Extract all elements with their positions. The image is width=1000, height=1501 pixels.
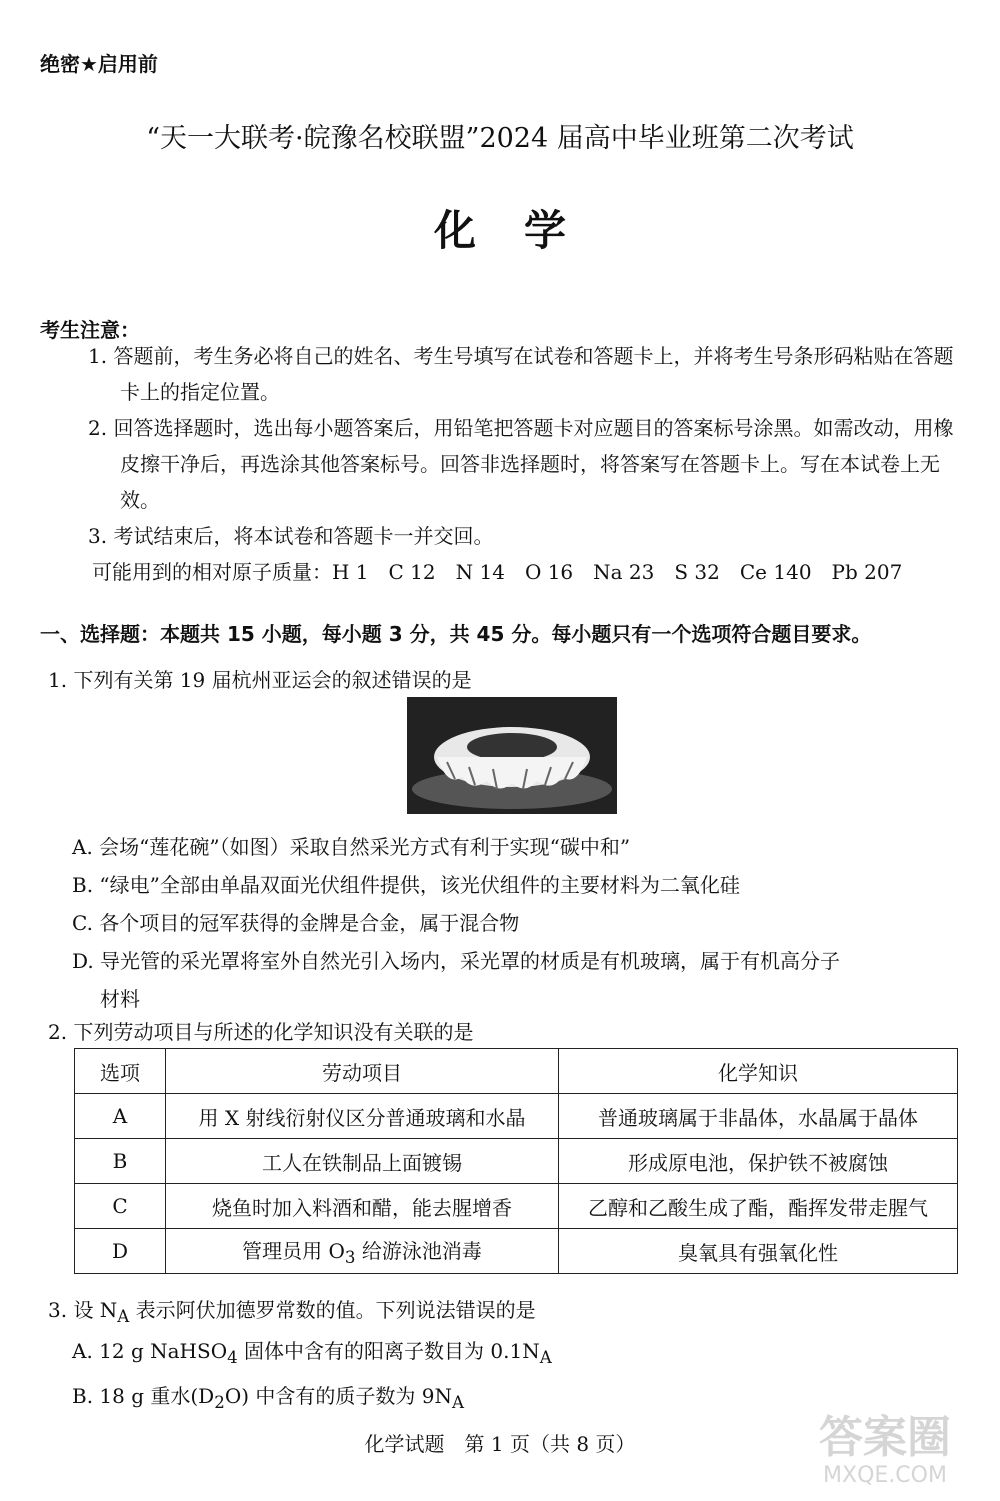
option-text: 固体中含有的阳离子数目为 0.1N [237,1339,540,1363]
table-row [75,1184,958,1229]
table-header-row [75,1049,958,1094]
table-cell: 烧鱼时加入料酒和醋，能去腥增香 [166,1184,559,1229]
table-header: 劳动项目 [166,1049,559,1094]
question-1-stem: 1. 下列有关第 19 届杭州亚运会的叙述错误的是 [48,668,472,692]
watermark-logo [790,1413,980,1493]
table-cell: 臭氧具有强氧化性 [559,1229,958,1274]
option-text: O) 中含有的质子数为 9N [224,1384,452,1408]
table-cell: B [75,1139,166,1184]
option-d-continued: 材料 [100,987,140,1011]
table-cell: 形成原电池，保护铁不被腐蚀 [559,1139,958,1184]
table-cell: 用 X 射线衍射仪区分普通玻璃和水晶 [166,1094,559,1139]
ozone-text-rest: 给游泳池消毒 [355,1239,482,1263]
subscript: A [451,1393,464,1412]
table-header: 选项 [75,1049,166,1094]
option-d: D. 导光管的采光罩将室外自然光引入场内，采光罩的材质是有机玻璃，属于有机高分子 [72,949,841,973]
notice-item: 2. 回答选择题时，选出每小题答案后，用铅笔把答题卡对应题目的答案标号涂黑。如需改动，用橡皮擦干净后，再选涂其他答案标号。回答非选择题时，将答案写在答题卡上。写在本试卷上无效。 [88,416,954,512]
question-1-options [72,828,962,1018]
table-row [75,1229,958,1274]
table-cell [166,1229,559,1274]
subscript: 3 [344,1248,356,1267]
atomic-masses: 可能用到的相对原子质量：H 1 C 12 N 14 O 16 Na 23 S 32 Ce 140 Pb 207 [92,560,903,584]
subscript: A [539,1348,552,1367]
lotus-stadium-illustration [407,697,617,814]
table-cell: 工人在铁制品上面镀锡 [166,1139,559,1184]
subscript: A [117,1307,130,1326]
ozone-text: 管理员用 O [242,1239,345,1263]
question-3-stem [48,1294,536,1326]
section-heading: 一、选择题：本题共 15 小题，每小题 3 分，共 45 分。每小题只有一个选项符合题目要求。 [40,622,872,646]
q3-stem-text-rest: 表示阿伏加德罗常数的值。下列说法错误的是 [129,1298,536,1322]
table-cell: D [75,1229,166,1274]
notice-heading: 考生注意： [40,318,140,342]
page-footer: 化学试题 第 1 页（共 8 页） [364,1432,636,1456]
option-c: C. 各个项目的冠军获得的金牌是合金，属于混合物 [72,911,520,935]
subject-title: 化学 [433,206,614,255]
watermark-url: MXQE.COM [823,1463,947,1488]
subscript: 4 [227,1348,238,1367]
table-cell: A [75,1094,166,1139]
secret-mark: 绝密★启用前 [40,52,158,76]
option-a [72,1332,962,1377]
table-cell: C [75,1184,166,1229]
notice-item: 1. 答题前，考生务必将自己的姓名、考生号填写在试卷和答题卡上，并将考生号条形码粘贴在答题卡上的指定位置。 [88,344,954,404]
table-cell: 普通玻璃属于非晶体，水晶属于晶体 [559,1094,958,1139]
option-text: B. 18 g 重水(D [72,1384,215,1408]
table-row [75,1139,958,1184]
table-cell: 乙醇和乙酸生成了酯，酯挥发带走腥气 [559,1184,958,1229]
question-2-table [74,1048,958,1274]
question-2-stem: 2. 下列劳动项目与所述的化学知识没有关联的是 [48,1020,474,1044]
option-b: B. “绿电”全部由单晶双面光伏组件提供，该光伏组件的主要材料为二氧化硅 [72,873,740,897]
table-header: 化学知识 [559,1049,958,1094]
subscript: 2 [214,1393,225,1412]
question-3-options [72,1332,962,1422]
lotus-stadium-photo [407,697,617,814]
notice-item: 3. 考试结束后，将本试卷和答题卡一并交回。 [88,524,494,548]
option-text: A. 12 g NaHSO [72,1339,228,1363]
option-a: A. 会场“莲花碗”（如图）采取自然采光方式有利于实现“碳中和” [72,835,631,859]
exam-title: “天一大联考·皖豫名校联盟”2024 届高中毕业班第二次考试 [146,123,854,154]
q3-stem-text: 3. 设 N [48,1298,118,1322]
watermark-text: 答案圈 [819,1412,951,1463]
table-row [75,1094,958,1139]
notice-block [40,338,960,590]
